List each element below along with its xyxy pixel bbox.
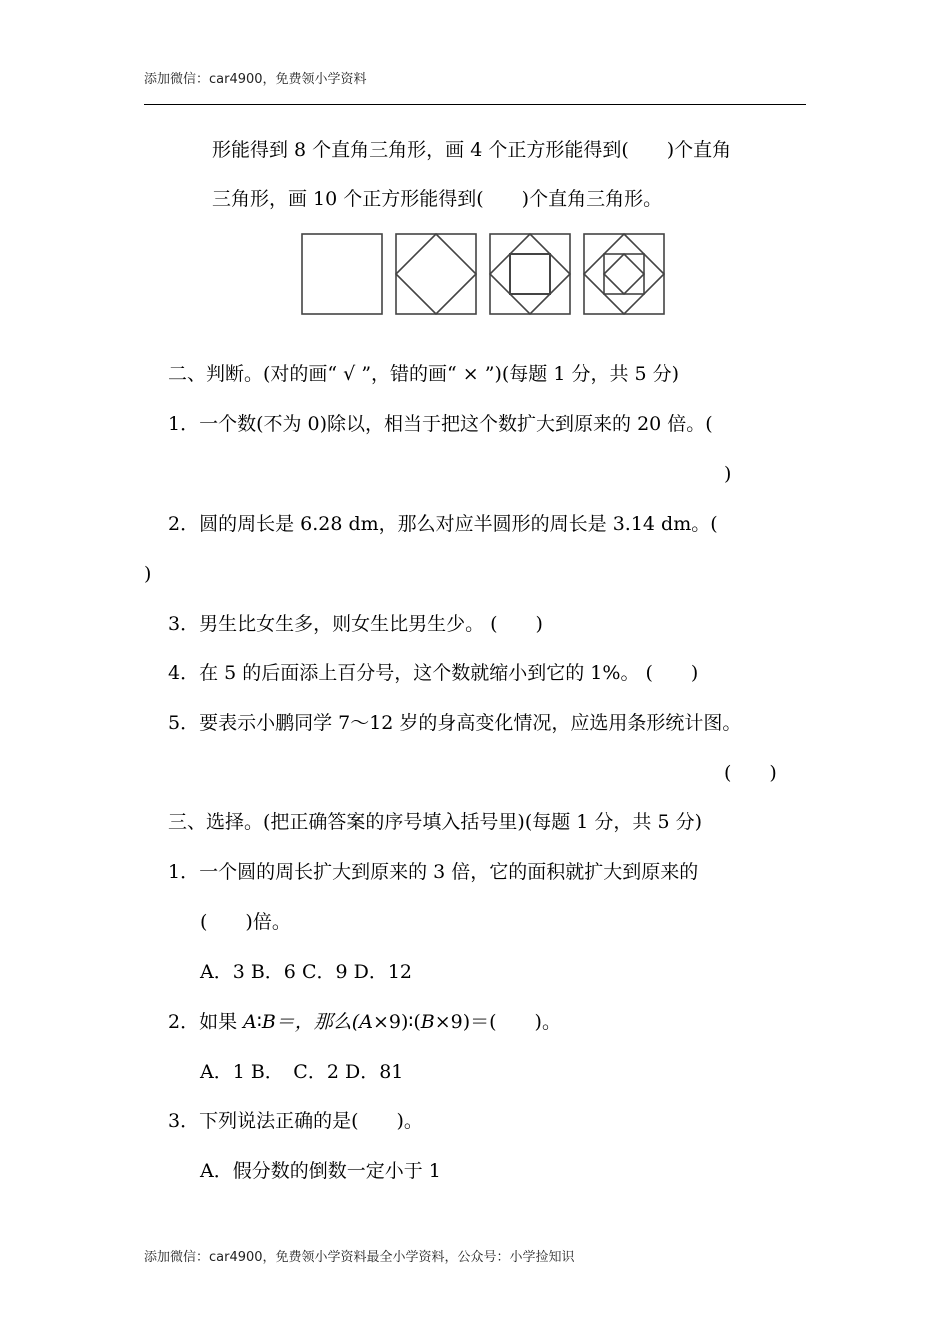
q2-var-b2: B: [420, 1011, 435, 1033]
square-figures: [298, 230, 668, 318]
judge-item-3: 3．男生比女生多，则女生比男生少。 ( ): [168, 613, 543, 635]
section-2-title: 二、判断。(对的画“ √ ”，错的画“ × ”)(每题 1 分，共 5 分): [168, 363, 680, 385]
figure-4-squares: [584, 234, 664, 314]
q2-var-a: A: [243, 1011, 257, 1033]
q2-mid: ＝，那么(: [275, 1011, 360, 1033]
judge-item-2: 2．圆的周长是 6.28 dm，那么对应半圆形的周长是 3.14 dm。(: [168, 513, 718, 535]
section-3-title: 三、选择。(把正确答案的序号填入括号里)(每题 1 分，共 5 分): [168, 811, 702, 833]
judge-item-4: 4．在 5 的后面添上百分号，这个数就缩小到它的 1%。 ( ): [168, 662, 699, 684]
intro-line-2: 三角形，画 10 个正方形能得到( )个直角三角形。: [212, 188, 663, 210]
judge-item-1-bracket: ): [724, 463, 732, 485]
choice-q3-option-a: A．假分数的倒数一定小于 1: [200, 1160, 441, 1182]
q2-suffix: ×9)＝( )。: [434, 1011, 561, 1033]
q2-prefix: 2．如果: [168, 1011, 244, 1033]
choice-q1-line-1: 1．一个圆的周长扩大到原来的 3 倍，它的面积就扩大到原来的: [168, 861, 699, 883]
choice-q3-question: 3．下列说法正确的是( )。: [168, 1110, 423, 1132]
figure-2-squares: [396, 234, 476, 314]
header-rule: [144, 104, 806, 105]
judge-item-5-bracket: ( ): [724, 762, 777, 784]
judge-item-2-bracket: ): [144, 563, 152, 585]
q2-times: ×9)∶(: [372, 1011, 421, 1033]
choice-q1-options: A．3 B．6 C．9 D．12: [200, 961, 413, 983]
judge-item-5: 5．要表示小鹏同学 7～12 岁的身高变化情况，应选用条形统计图。: [168, 712, 742, 734]
choice-q2-options: A．1 B． C．2 D．81: [200, 1061, 404, 1083]
q2-colon: ∶: [256, 1011, 262, 1033]
footer-note: 添加微信：car4900，免费领小学资料最全小学资料，公众号：小学捡知识: [144, 1250, 575, 1265]
header-note: 添加微信：car4900，免费领小学资料: [144, 72, 367, 87]
choice-q1-line-2: ( )倍。: [200, 911, 291, 933]
choice-q2-question: [168, 1010, 561, 1034]
figure-3-squares: [490, 234, 570, 314]
q2-var-b: B: [261, 1011, 276, 1033]
intro-line-1: 形能得到 8 个直角三角形，画 4 个正方形能得到( )个直角: [212, 139, 732, 161]
figure-1-square: [302, 234, 382, 314]
q2-var-a2: A: [359, 1011, 373, 1033]
judge-item-1: 1．一个数(不为 0)除以，相当于把这个数扩大到原来的 20 倍。(: [168, 413, 713, 435]
